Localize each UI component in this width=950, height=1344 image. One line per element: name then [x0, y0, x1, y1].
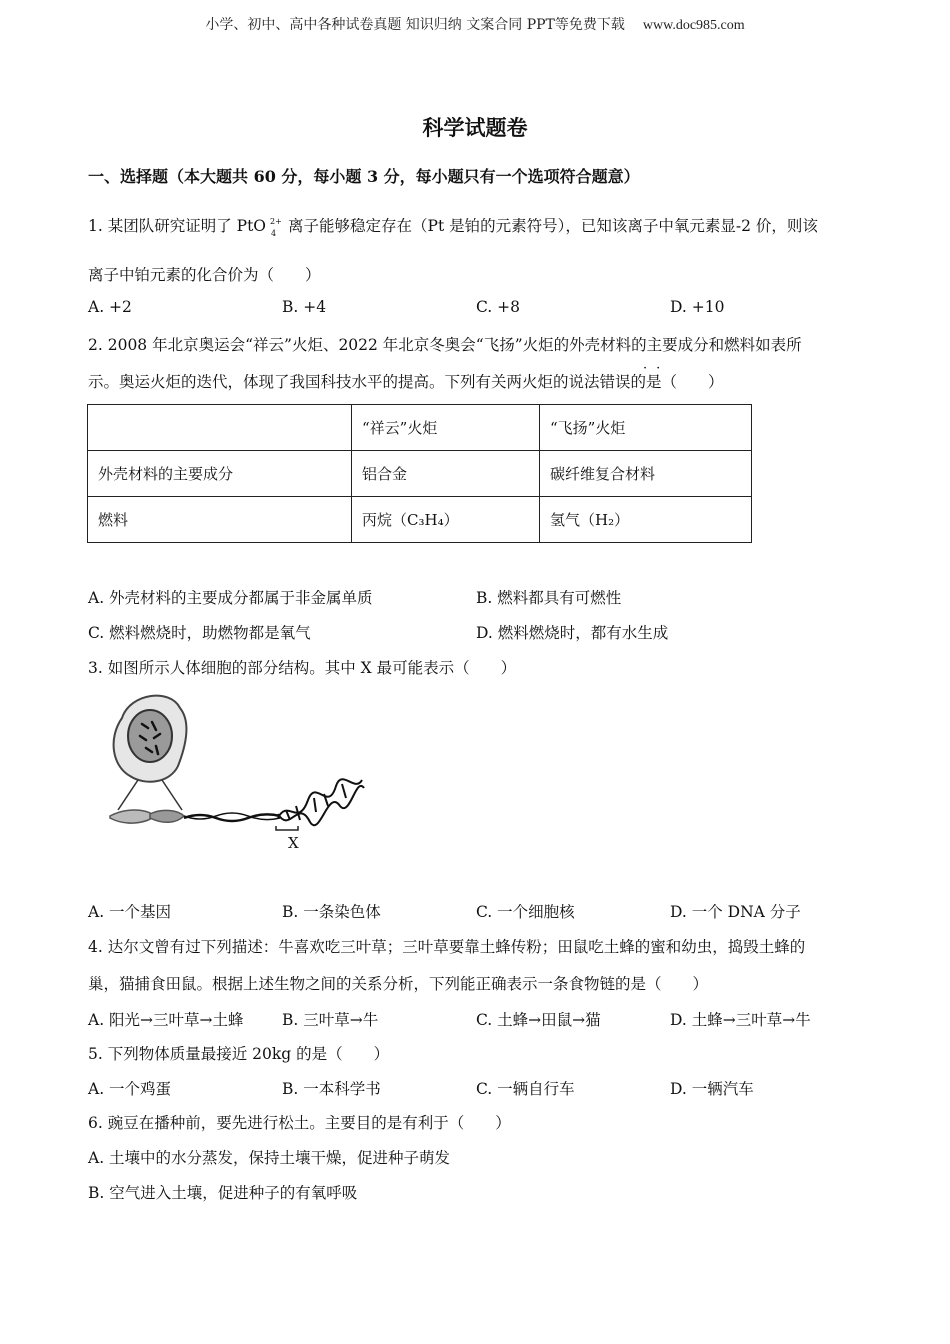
- chromosome: [110, 810, 155, 823]
- q5-option-a[interactable]: A. 一个鸡蛋: [88, 1080, 172, 1098]
- q5-option-b[interactable]: B. 一本科学书: [282, 1080, 381, 1098]
- question-3: 3. 如图所示人体细胞的部分结构。其中 X 最可能表示（ ）: [88, 659, 517, 677]
- x-bracket: [276, 826, 298, 830]
- table-cell: “飞扬”火炬: [540, 405, 752, 451]
- cell-dna-figure: [100, 688, 370, 858]
- q5-option-c[interactable]: C. 一辆自行车: [476, 1080, 575, 1098]
- q1-option-b[interactable]: B. +4: [282, 298, 327, 316]
- table-cell: 燃料: [88, 497, 352, 543]
- question-4-line-2: 巢，猫捕食田鼠。根据上述生物之间的关系分析，下列能正确表示一条食物链的是（ ）: [88, 975, 709, 993]
- question-2-line-2: 示。奥运火炬的迭代，体现了我国科技水平的提高。下列有关两火炬的说法错误的是（ ）: [88, 373, 724, 391]
- q1-superscript: 2+: [270, 217, 282, 226]
- question-5: 5. 下列物体质量最接近 20kg 的是（ ）: [88, 1045, 390, 1063]
- section-heading: 一、选择题（本大题共 60 分，每小题 3 分，每小题只有一个选项符合题意）: [88, 167, 640, 186]
- q5-option-d[interactable]: D. 一辆汽车: [670, 1080, 754, 1098]
- question-4-line-1: 4. 达尔文曾有过下列描述：牛喜欢吃三叶草；三叶草要靠土蜂传粉；田鼠吃土蜂的蜜和幼虫，捣毁土蜂的: [88, 938, 806, 956]
- q6-option-b[interactable]: B. 空气进入土壤，促进种子的有氧呼吸: [88, 1184, 358, 1202]
- table-cell: 氢气（H₂）: [540, 497, 752, 543]
- nucleus: [128, 710, 172, 762]
- q3-option-c[interactable]: C. 一个细胞核: [476, 903, 575, 921]
- question-1-line-1: [88, 214, 818, 236]
- header-text: 小学、初中、高中各种试卷真题 知识归纳 文案合同 PPT等免费下载: [205, 17, 625, 33]
- question-2-line-1: 2. 2008 年北京奥运会“祥云”火炬、2022 年北京冬奥会“飞扬”火炬的外壳材料的主要成分和燃料如表所: [88, 336, 802, 354]
- q1-text-after: 离子能够稳定存在（Pt 是铂的元素符号），已知该离子中氧元素显-2 价，则该: [288, 217, 818, 235]
- question-6: 6. 豌豆在播种前，要先进行松土。主要目的是有利于（ ）: [88, 1114, 511, 1132]
- torch-table: [87, 404, 752, 543]
- q1-text-before: 1. 某团队研究证明了 PtO: [88, 217, 267, 235]
- q3-option-a[interactable]: A. 一个基因: [88, 903, 172, 921]
- q3-option-b[interactable]: B. 一条染色体: [282, 903, 381, 921]
- table-cell: [88, 405, 352, 451]
- table-cell: “祥云”火炬: [352, 405, 540, 451]
- page-header: [0, 14, 950, 34]
- double-helix: [278, 779, 364, 825]
- table-header-row: [88, 405, 752, 451]
- q2-option-b[interactable]: B. 燃料都具有可燃性: [476, 589, 622, 607]
- q2-option-d[interactable]: D. 燃料燃烧时，都有水生成: [476, 624, 669, 642]
- table-row: [88, 451, 752, 497]
- figure-label-x: X: [288, 834, 299, 852]
- q1-option-d[interactable]: D. +10: [670, 298, 725, 316]
- page-title: 科学试题卷: [422, 115, 528, 140]
- q1-option-c[interactable]: C. +8: [476, 298, 521, 316]
- q4-option-a[interactable]: A. 阳光→三叶草→土蜂: [88, 1011, 244, 1029]
- q4-option-c[interactable]: C. 土蜂→田鼠→猫: [476, 1011, 601, 1029]
- table-row: [88, 497, 752, 543]
- q3-option-d[interactable]: D. 一个 DNA 分子: [670, 903, 801, 921]
- q4-option-d[interactable]: D. 土蜂→三叶草→牛: [670, 1011, 811, 1029]
- q2-option-c[interactable]: C. 燃料燃烧时，助燃物都是氧气: [88, 624, 311, 642]
- table-cell: 外壳材料的主要成分: [88, 451, 352, 497]
- question-1-line-2: 离子中铂元素的化合价为（ ）: [88, 266, 321, 284]
- emphasis-dots: ··: [643, 361, 670, 376]
- q2-option-a[interactable]: A. 外壳材料的主要成分都属于非金属单质: [88, 589, 373, 607]
- q1-subscript: 4: [271, 229, 277, 238]
- q1-option-a[interactable]: A. +2: [88, 298, 132, 316]
- q6-option-a[interactable]: A. 土壤中的水分蒸发，保持土壤干燥，促进种子萌发: [88, 1149, 451, 1167]
- table-cell: 铝合金: [352, 451, 540, 497]
- q4-option-b[interactable]: B. 三叶草→牛: [282, 1011, 379, 1029]
- table-cell: 碳纤维复合材料: [540, 451, 752, 497]
- table-cell: 丙烷（C₃H₄）: [352, 497, 540, 543]
- header-url[interactable]: www.doc985.com: [642, 18, 745, 33]
